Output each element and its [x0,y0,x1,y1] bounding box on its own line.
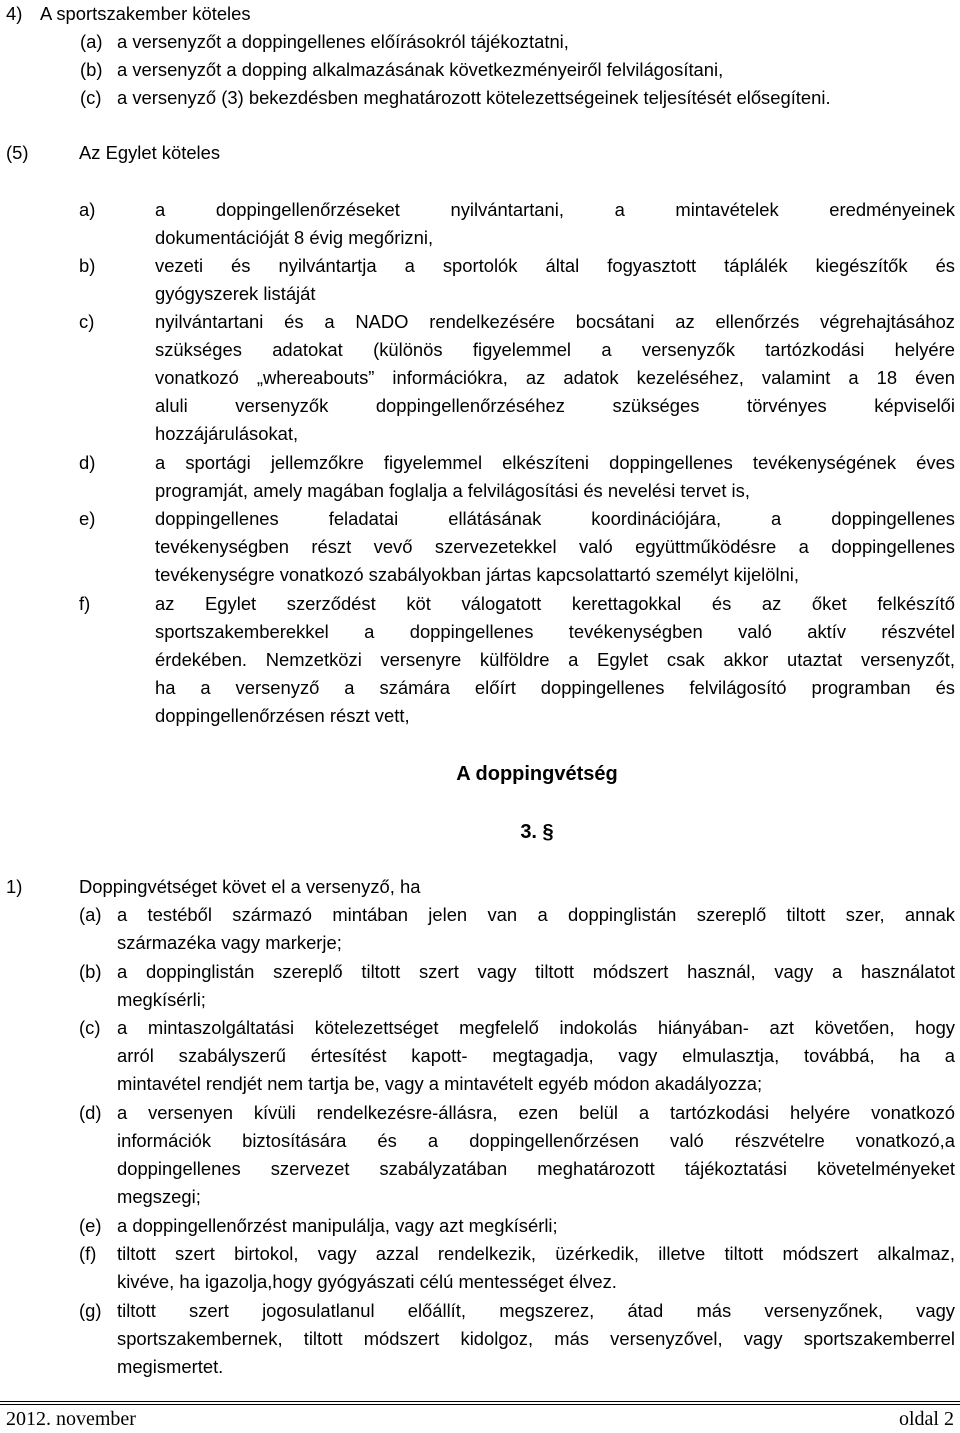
list-item-label: (e) [79,1215,102,1236]
section-1-marker: 1) [6,876,23,897]
list-item-text: a versenyző (3) bekezdésben meghatározott kötelezettségeinek teljesítését elősegíteni. [117,87,831,108]
list-item-line: megkísérli; [117,989,206,1010]
list-item-line: ha a versenyző a számára előírt doppingellenes felvilágosító programban és [155,677,955,698]
list-item-line: a mintaszolgáltatási kötelezettséget megfelelő indokolás hiányában- azt követően, hogy [117,1017,955,1038]
footer-divider [0,1401,960,1405]
list-item-line: vonatkozó „whereabouts” információkra, az adatok kezeléséhez, valamint a 18 éven [155,367,955,388]
list-item-line: a doppinglistán szereplő tiltott szert vagy tiltott módszert használ, vagy a használatot [117,961,955,982]
list-item-text: a versenyzőt a dopping alkalmazásának következményeiről felvilágosítani, [117,59,724,80]
list-item-line: az Egylet szerződést köt válogatott kerettagokkal és az őket felkészítő [155,593,955,614]
list-item-line: megszegi; [117,1186,201,1207]
list-item-line: a doppingellenőrzést manipulálja, vagy azt megkísérli; [117,1215,558,1236]
list-item-label: (b) [79,961,102,982]
list-item-line: a versenyen kívüli rendelkezésre-állásra, ezen belül a tartózkodási helyére vonatkozó [117,1102,955,1123]
list-item-line: doppingellenes feladatai ellátásának koordinációjára, a doppingellenes [155,508,955,529]
list-item-label: (a) [80,31,103,52]
list-item-line: tiltott szert jogosulatlanul előállít, megszerez, átad más versenyzőnek, vagy [117,1300,955,1321]
list-item-label: (c) [80,87,102,108]
section-4-marker: 4) [6,3,23,24]
list-item-line: nyilvántartani és a NADO rendelkezésére bocsátani az ellenőrzés végrehajtásához [155,311,955,332]
list-item-line: vezeti és nyilvántartja a sportolók által fogyasztott táplálék kiegészítők és [155,255,955,276]
list-item-line: dokumentációját 8 évig megőrizni, [155,227,434,248]
section-1-heading: Doppingvétséget követ el a versenyző, ha [79,876,421,897]
list-item-line: a sportági jellemzőkre figyelemmel elkészíteni doppingellenes tevékenységének éves [155,452,955,473]
list-item-line: tiltott szert birtokol, vagy azzal rendelkezik, üzérkedik, illetve tiltott módszert alkalmaz, [117,1243,955,1264]
list-item-line: tevékenységre vonatkozó szabályokban jártas kapcsolattartó személyt kijelölni, [155,564,800,585]
list-item-line: hozzájárulásokat, [155,423,299,444]
list-item-label: (f) [79,1243,97,1264]
list-item-line: programját, amely magában foglalja a felvilágosítási és nevelési tervet is, [155,480,750,501]
list-item-line: érdekében. Nemzetközi versenyre külföldre a Egylet csak akkor utaztat versenyzőt, [155,649,955,670]
list-item-line: arról szabályszerű értesítést kapott- megtagadja, vagy elmulasztja, továbbá, ha a [117,1045,955,1066]
footer-date: 2012. november [6,1408,136,1430]
list-item-label: d) [79,452,96,473]
list-item-label: (c) [79,1017,101,1038]
list-item-line: a doppingellenőrzéseket nyilvántartani, a mintavételek eredményeinek [155,199,955,220]
list-item-label: e) [79,508,96,529]
list-item-label: a) [79,199,96,220]
list-item-line: tevékenységben részt vevő szervezetekkel való együttműködésre a doppingellenes [155,536,955,557]
list-item-line: sportszakembernek, tiltott módszert kidolgoz, más versenyzővel, vagy sportszakemberrel [117,1328,955,1349]
list-item-line: származéka vagy markerje; [117,932,342,953]
list-item-line: szükséges adatokat (különös figyelemmel a versenyzők tartózkodási helyére [155,339,955,360]
section-5-marker: (5) [6,142,29,163]
section-5-heading: Az Egylet köteles [79,142,221,163]
section-4-heading: A sportszakember köteles [40,3,251,24]
list-item-line: mintavétel rendjét nem tartja be, vagy a mintavételt egyéb módon akadályozza; [117,1073,763,1094]
footer-page-number: oldal 2 [899,1408,954,1430]
list-item-label: f) [79,593,91,614]
chapter-title: A doppingvétség [456,763,618,785]
list-item-label: (d) [79,1102,102,1123]
list-item-line: kivéve, ha igazolja,hogy gyógyászati célú mentességet élvez. [117,1271,617,1292]
list-item-line: a testéből származó mintában jelen van a doppinglistán szereplő tiltott szer, annak [117,904,955,925]
list-item-line: sportszakemberekkel a doppingellenes tevékenységben való aktív részvétel [155,621,955,642]
list-item-label: (a) [79,904,102,925]
list-item-line: doppingellenes szervezet szabályzatában meghatározott tájékoztatási követelményeket [117,1158,955,1179]
list-item-line: doppingellenőrzésen részt vett, [155,705,410,726]
list-item-label: c) [79,311,95,332]
list-item-line: aluli versenyzők doppingellenőrzéséhez szükséges törvényes képviselői [155,395,955,416]
list-item-label: (g) [79,1300,102,1321]
list-item-line: gyógyszerek listáját [155,283,316,304]
list-item-label: b) [79,255,96,276]
list-item-line: információk biztosítására és a doppingellenőrzésen való részvételre vonatkozó,a [117,1130,955,1151]
list-item-label: (b) [80,59,103,80]
list-item-line: megismertet. [117,1356,224,1377]
paragraph-number: 3. § [520,821,554,843]
list-item-text: a versenyzőt a doppingellenes előírásokról tájékoztatni, [117,31,569,52]
